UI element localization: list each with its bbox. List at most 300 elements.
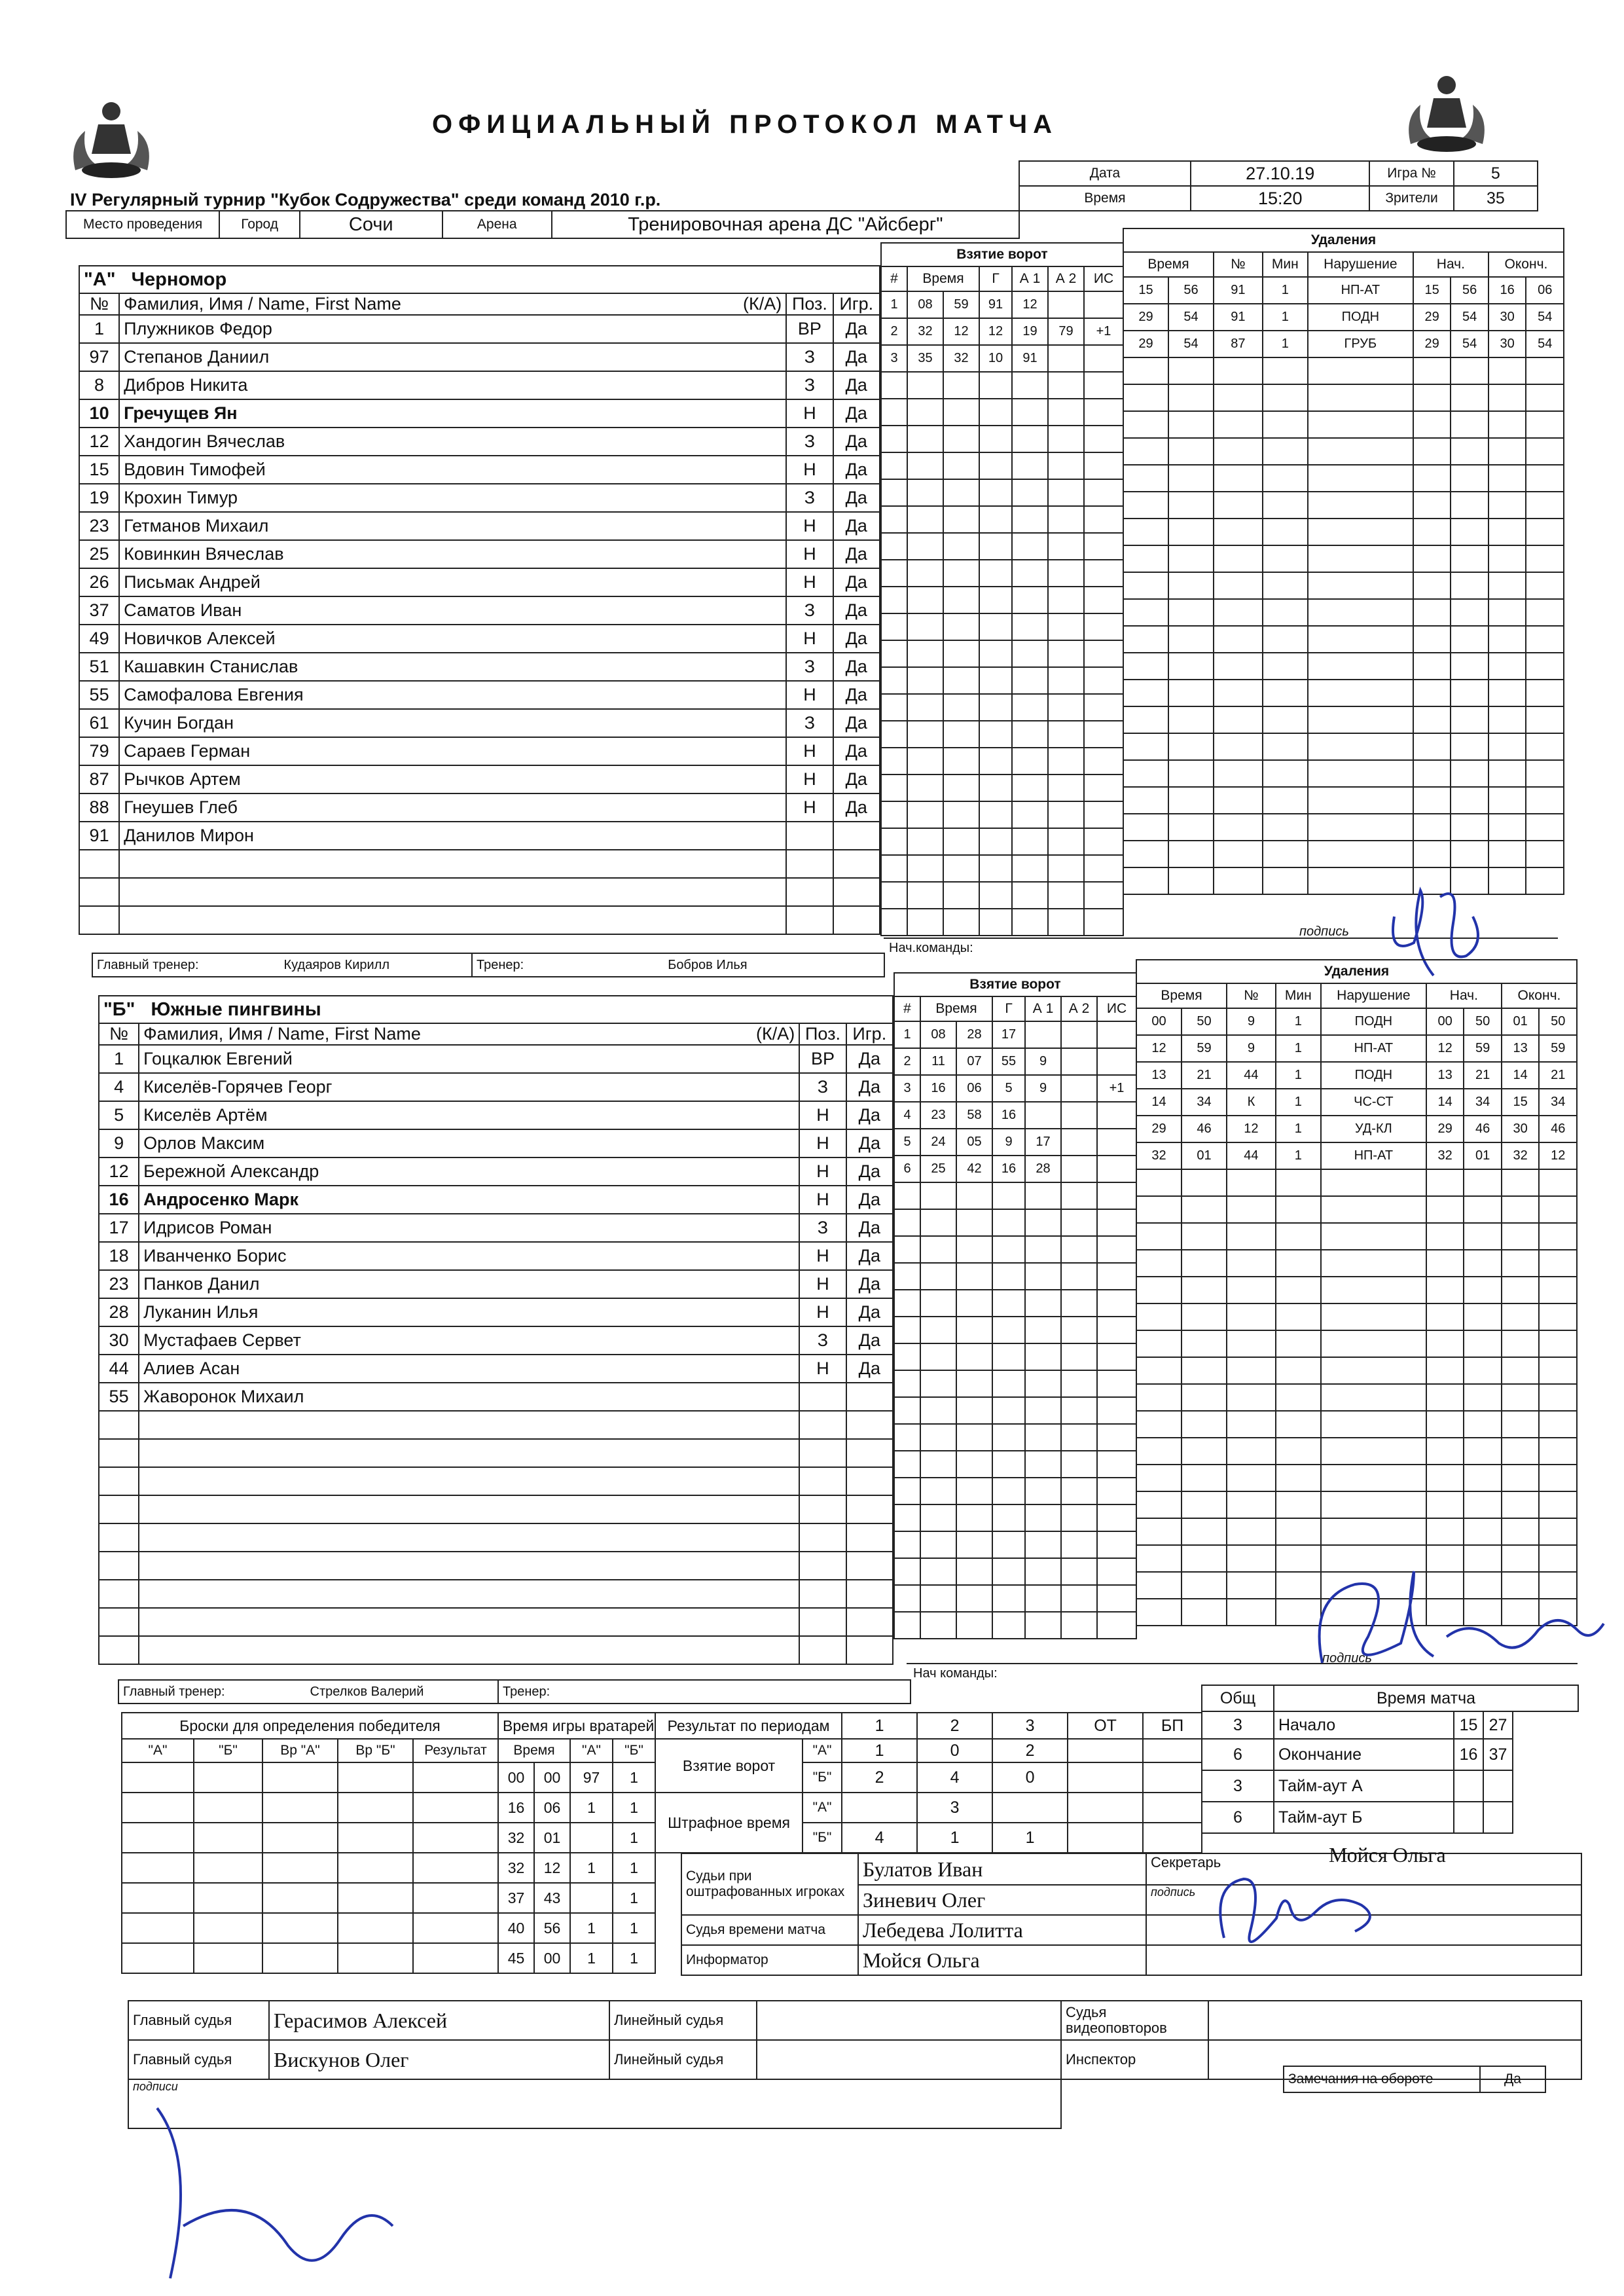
team-b-penalty-row <box>1136 1116 1577 1142</box>
team-b-goal-row <box>894 1075 1136 1102</box>
period-team-label: "А" <box>803 1793 842 1823</box>
goalie-second: 12 <box>534 1853 570 1883</box>
goal-situation <box>1097 1504 1136 1531</box>
penalty-second <box>1168 867 1214 894</box>
goal-minute: 32 <box>907 318 943 345</box>
team-a-penalty-row <box>1123 384 1564 411</box>
penalty-end-minute: 15 <box>1502 1089 1540 1116</box>
penalty-player: К <box>1227 1089 1276 1116</box>
player-name: Алиев Асан <box>139 1355 799 1383</box>
penalty-start-second: 21 <box>1464 1062 1502 1089</box>
total-pim-b: 6 <box>1202 1802 1274 1833</box>
goal-assist-1 <box>1025 1531 1061 1558</box>
goal-assist-1 <box>1012 372 1048 399</box>
penalty-end-minute: 01 <box>1502 1008 1540 1035</box>
goal-second <box>943 774 979 801</box>
goal-scorer <box>979 721 1012 748</box>
team-a-player-row <box>79 315 880 343</box>
col-pos-b: Поз. <box>799 1023 846 1045</box>
goal-number: 2 <box>881 318 907 345</box>
goal-number <box>894 1263 920 1290</box>
penalty-player <box>1227 1518 1276 1545</box>
player-number: 1 <box>99 1045 139 1073</box>
goal-scorer: 91 <box>979 291 1012 318</box>
team-b-player-row <box>99 1214 893 1242</box>
goalie-time-title: Время игры вратарей <box>498 1713 655 1739</box>
team-a-player-row <box>79 568 880 596</box>
match-time: 15:20 <box>1191 186 1369 211</box>
team-b-player-row <box>99 1129 893 1157</box>
goal-scorer <box>992 1424 1025 1451</box>
penalty-minutes: 1 <box>1276 1062 1321 1089</box>
goal-scorer <box>992 1209 1025 1236</box>
penalty-start-minute <box>1426 1303 1464 1330</box>
penalty-second: 54 <box>1168 331 1214 357</box>
penalty-start-second <box>1451 653 1489 680</box>
team-a-penalty-row <box>1123 438 1564 465</box>
team-b-goal-row <box>894 1263 1136 1290</box>
team-a-penalty-row <box>1123 277 1564 304</box>
penalty-player <box>1214 626 1263 653</box>
goal-minute <box>907 399 943 426</box>
game-no-label: Игра № <box>1369 161 1453 186</box>
player-number <box>99 1608 139 1636</box>
goal-situation <box>1084 774 1123 801</box>
shootout-cell <box>194 1943 262 1973</box>
team-b-penalty-row <box>1136 1491 1577 1518</box>
team-b-goal-row <box>894 1236 1136 1263</box>
team-b-player-row <box>99 1242 893 1270</box>
goal-assist-2 <box>1048 748 1084 774</box>
col-play-b: Игр. <box>846 1023 893 1045</box>
team-a-penalty-row <box>1123 492 1564 519</box>
penalty-minute <box>1136 1599 1182 1626</box>
team-a-goal-row <box>881 533 1123 560</box>
goal-number <box>894 1343 920 1370</box>
goal-assist-1 <box>1025 1370 1061 1397</box>
penalty-minutes: 1 <box>1276 1035 1321 1062</box>
team-a-player-row <box>79 793 880 822</box>
penalty-end-second <box>1526 706 1564 733</box>
penalty-minute: 00 <box>1136 1008 1182 1035</box>
penalty-minute <box>1136 1438 1182 1465</box>
penalty-end-second <box>1539 1384 1577 1411</box>
goal-number <box>894 1504 920 1531</box>
penalty-player <box>1214 357 1263 384</box>
start-hour: 15 <box>1454 1711 1483 1739</box>
penalty-judge-1: Булатов Иван <box>858 1853 1146 1885</box>
team-b-player-row <box>99 1157 893 1186</box>
spectators-count: 35 <box>1454 186 1538 211</box>
goal-second <box>943 667 979 694</box>
team-a-goal-row <box>881 345 1123 372</box>
penalty-second <box>1182 1250 1227 1277</box>
goalie-b: 1 <box>613 1883 655 1913</box>
remarks-value: Да <box>1480 2066 1545 2092</box>
goal-second <box>956 1612 992 1639</box>
penalty-player <box>1227 1384 1276 1411</box>
goal-situation <box>1097 1397 1136 1424</box>
penalty-minute <box>1136 1330 1182 1357</box>
col-name-b: Фамилия, Имя / Name, First Name (К/А) <box>139 1023 799 1045</box>
penalty-second <box>1168 814 1214 841</box>
penalty-minutes <box>1263 599 1308 626</box>
goal-number <box>881 479 907 506</box>
penalty-start-minute <box>1413 572 1451 599</box>
player-played: Да <box>833 371 880 399</box>
arena-label: Арена <box>442 211 552 238</box>
g-time-a: Время <box>907 266 979 291</box>
penalty-player <box>1227 1357 1276 1384</box>
team-b-penalty-row <box>1136 1169 1577 1196</box>
penalty-violation <box>1321 1438 1426 1465</box>
goal-number <box>881 372 907 399</box>
goal-second <box>943 613 979 640</box>
goal-assist-1 <box>1012 801 1048 828</box>
penalty-player <box>1227 1465 1276 1491</box>
goalie-second: 43 <box>534 1883 570 1913</box>
penalty-start-second: 50 <box>1464 1008 1502 1035</box>
penalty-minute <box>1136 1572 1182 1599</box>
goal-scorer <box>979 828 1012 855</box>
linesman-1-label: Линейный судья <box>609 2001 757 2040</box>
team-b-goal-row <box>894 1317 1136 1343</box>
penalty-minutes <box>1263 572 1308 599</box>
goal-minute <box>907 560 943 587</box>
goal-assist-1 <box>1012 452 1048 479</box>
penalty-second <box>1168 492 1214 519</box>
penalty-player <box>1214 572 1263 599</box>
penalty-end-second: 59 <box>1539 1035 1577 1062</box>
penalty-start-second <box>1464 1384 1502 1411</box>
player-position: Н <box>786 399 833 428</box>
penalty-minute <box>1123 492 1168 519</box>
player-played: Да <box>833 568 880 596</box>
player-played: Да <box>846 1242 893 1270</box>
goalie-b: 1 <box>613 1793 655 1823</box>
goal-second <box>943 801 979 828</box>
player-played <box>846 1495 893 1523</box>
player-played: Да <box>846 1214 893 1242</box>
team-a-coach: Тренер: Бобров Илья <box>472 953 884 977</box>
goal-assist-1 <box>1025 1451 1061 1478</box>
penalty-player <box>1227 1572 1276 1599</box>
player-number: 5 <box>99 1101 139 1129</box>
penalty-player <box>1214 519 1263 545</box>
penalty-violation <box>1321 1169 1426 1196</box>
player-played: Да <box>846 1298 893 1326</box>
team-b-penalty-row <box>1136 1330 1577 1357</box>
goalie-minute: 32 <box>498 1853 534 1883</box>
match-time-table <box>1201 1685 1579 1834</box>
team-a-penalty-row <box>1123 760 1564 787</box>
start-minute: 27 <box>1483 1711 1513 1739</box>
goal-assist-2 <box>1048 479 1084 506</box>
player-position: Н <box>786 456 833 484</box>
goal-situation <box>1097 1263 1136 1290</box>
g-is-a: ИС <box>1084 266 1123 291</box>
team-a-goal-row <box>881 721 1123 748</box>
shootout-cell <box>262 1793 338 1823</box>
goal-situation <box>1084 426 1123 452</box>
player-number: 26 <box>79 568 119 596</box>
referee-1-label: Главный судья <box>128 2001 269 2040</box>
goal-number <box>894 1290 920 1317</box>
penalty-minutes <box>1263 492 1308 519</box>
shootout-cell <box>413 1943 498 1973</box>
goal-second: 05 <box>956 1129 992 1156</box>
penalty-second <box>1168 787 1214 814</box>
player-position: Н <box>786 568 833 596</box>
shootout-cell <box>338 1913 413 1943</box>
penalty-violation <box>1308 519 1413 545</box>
penalty-start-minute: 29 <box>1413 331 1451 357</box>
goal-second <box>956 1504 992 1531</box>
page-title: ОФИЦИАЛЬНЫЙ ПРОТОКОЛ МАТЧА <box>432 110 1058 139</box>
date-label: Дата <box>1019 161 1191 186</box>
penalty-start-second <box>1451 841 1489 867</box>
penalty-player <box>1227 1169 1276 1196</box>
shootout-cell <box>413 1913 498 1943</box>
penalty-second <box>1168 411 1214 438</box>
player-number: 91 <box>79 822 119 850</box>
team-b-player-row <box>99 1355 893 1383</box>
penalty-player: 91 <box>1214 304 1263 331</box>
team-b-player-row <box>99 1580 893 1608</box>
goal-second <box>943 506 979 533</box>
shootout-col-header: "Б" <box>194 1739 262 1762</box>
penalty-end-minute <box>1489 787 1526 814</box>
penalty-end-minute <box>1489 680 1526 706</box>
player-played: Да <box>833 737 880 765</box>
referee-2-label: Главный судья <box>128 2040 269 2079</box>
goal-scorer <box>979 694 1012 721</box>
team-a-penalty-row <box>1123 626 1564 653</box>
penalty-violation <box>1308 680 1413 706</box>
player-played: Да <box>833 540 880 568</box>
player-played: Да <box>846 1101 893 1129</box>
team-b-player-row <box>99 1523 893 1552</box>
penalty-player <box>1214 680 1263 706</box>
team-a-goal-row <box>881 694 1123 721</box>
goal-scorer <box>979 774 1012 801</box>
player-played: Да <box>833 765 880 793</box>
goalie-minute: 16 <box>498 1793 534 1823</box>
player-played: Да <box>846 1045 893 1073</box>
penalty-end-minute <box>1489 545 1526 572</box>
team-a-goal-row <box>881 587 1123 613</box>
team-a-player-list <box>79 315 880 934</box>
goal-scorer: 17 <box>992 1021 1025 1048</box>
goal-situation <box>1097 1156 1136 1182</box>
penalty-minute <box>1123 841 1168 867</box>
player-name: Самофалова Евгения <box>119 681 786 709</box>
penalty-end-second <box>1539 1357 1577 1384</box>
player-played: Да <box>846 1270 893 1298</box>
remarks-table <box>1283 2066 1546 2093</box>
penalty-end-second: 54 <box>1526 331 1564 357</box>
shootout-cell <box>262 1823 338 1853</box>
player-number <box>99 1495 139 1523</box>
p-time-a: Время <box>1123 252 1214 277</box>
shootout-cell <box>338 1762 413 1793</box>
penalty-start-second <box>1451 706 1489 733</box>
goal-minute <box>907 694 943 721</box>
player-position <box>799 1580 846 1608</box>
goal-scorer <box>979 748 1012 774</box>
penalty-player <box>1214 545 1263 572</box>
penalty-start-minute <box>1413 814 1451 841</box>
goal-minute: 08 <box>920 1021 956 1048</box>
penalty-second: 34 <box>1182 1089 1227 1116</box>
g-goal-a: Г <box>979 266 1012 291</box>
player-position: Н <box>799 1186 846 1214</box>
player-name: Сараев Герман <box>119 737 786 765</box>
goal-assist-1 <box>1025 1478 1061 1504</box>
penalty-minute <box>1136 1357 1182 1384</box>
goal-scorer: 55 <box>992 1048 1025 1075</box>
goal-situation <box>1097 1531 1136 1558</box>
penalty-end-minute <box>1502 1196 1540 1223</box>
penalty-start-second: 59 <box>1464 1035 1502 1062</box>
goal-situation: +1 <box>1097 1075 1136 1102</box>
period-value <box>1068 1762 1143 1793</box>
periods-title: Результат по периодам <box>655 1713 842 1739</box>
penalty-second <box>1182 1223 1227 1250</box>
p-end-a: Оконч. <box>1489 252 1564 277</box>
penalty-end-minute: 14 <box>1502 1062 1540 1089</box>
team-a-player-row <box>79 371 880 399</box>
goal-assist-2 <box>1061 1075 1097 1102</box>
shootout-cell <box>413 1853 498 1883</box>
penalty-player <box>1227 1303 1276 1330</box>
goal-minute: 16 <box>920 1075 956 1102</box>
penalty-player <box>1214 706 1263 733</box>
penalty-start-second <box>1451 411 1489 438</box>
penalty-end-minute <box>1502 1169 1540 1196</box>
penalty-violation <box>1321 1330 1426 1357</box>
penalty-second <box>1182 1438 1227 1465</box>
penalty-end-minute: 16 <box>1489 277 1526 304</box>
shootout-title: Броски для определения победителя <box>122 1713 498 1739</box>
goal-minute <box>920 1504 956 1531</box>
penalty-second: 01 <box>1182 1142 1227 1169</box>
penalty-violation <box>1308 465 1413 492</box>
team-a-goal-row <box>881 667 1123 694</box>
penalty-player <box>1227 1223 1276 1250</box>
goal-situation <box>1097 1182 1136 1209</box>
penalty-second <box>1182 1465 1227 1491</box>
player-name <box>139 1411 799 1439</box>
penalty-minute <box>1123 706 1168 733</box>
goal-assist-1: 9 <box>1025 1075 1061 1102</box>
player-name: Иванченко Борис <box>139 1242 799 1270</box>
penalty-minutes <box>1263 626 1308 653</box>
penalty-minutes <box>1276 1277 1321 1303</box>
period-3-col: 3 <box>992 1713 1068 1739</box>
penalty-minute <box>1123 519 1168 545</box>
goalie-a: 1 <box>570 1853 613 1883</box>
team-b-penalty-row <box>1136 1223 1577 1250</box>
team-a-penalty-row <box>1123 599 1564 626</box>
penalty-violation: НП-АТ <box>1321 1035 1426 1062</box>
goal-assist-2 <box>1048 291 1084 318</box>
shootout-cell <box>194 1883 262 1913</box>
player-position: З <box>786 596 833 625</box>
player-name: Новичков Алексей <box>119 625 786 653</box>
goal-scorer <box>979 855 1012 882</box>
penalty-start-minute: 29 <box>1413 304 1451 331</box>
penalty-end-minute <box>1489 706 1526 733</box>
city-label: Город <box>219 211 300 238</box>
player-position: З <box>799 1214 846 1242</box>
goal-situation <box>1084 452 1123 479</box>
goal-minute <box>920 1263 956 1290</box>
penalty-minute <box>1136 1169 1182 1196</box>
player-number <box>79 878 119 906</box>
penalty-minute <box>1123 814 1168 841</box>
goal-minute <box>920 1343 956 1370</box>
penalty-minutes <box>1263 733 1308 760</box>
player-number: 8 <box>79 371 119 399</box>
penalty-end-minute <box>1489 438 1526 465</box>
goal-assist-2 <box>1048 345 1084 372</box>
team-a-goal-row <box>881 801 1123 828</box>
penalty-end-minute: 13 <box>1502 1035 1540 1062</box>
penalty-end-second <box>1539 1330 1577 1357</box>
shootout-col-header: Вр "Б" <box>338 1739 413 1762</box>
penalty-start-minute <box>1413 519 1451 545</box>
player-name: Вдовин Тимофей <box>119 456 786 484</box>
shootout-cell <box>338 1823 413 1853</box>
penalty-violation <box>1321 1223 1426 1250</box>
penalty-violation <box>1321 1518 1426 1545</box>
goal-second <box>956 1290 992 1317</box>
player-name: Гнеушев Глеб <box>119 793 786 822</box>
goal-situation <box>1097 1343 1136 1370</box>
player-position: З <box>786 371 833 399</box>
goal-minute <box>907 909 943 936</box>
shootout-cell <box>122 1913 194 1943</box>
penalty-minutes <box>1263 787 1308 814</box>
penalty-player <box>1214 733 1263 760</box>
team-a-player-row <box>79 653 880 681</box>
shootout-cell <box>122 1793 194 1823</box>
penalty-start-minute <box>1413 384 1451 411</box>
linesman-2-label: Линейный судья <box>609 2040 757 2079</box>
penalty-minute <box>1123 545 1168 572</box>
team-a-player-row <box>79 428 880 456</box>
goal-situation <box>1097 1451 1136 1478</box>
penalty-player <box>1214 841 1263 867</box>
goalie-b: 1 <box>613 1913 655 1943</box>
player-position: Н <box>799 1129 846 1157</box>
penalty-second <box>1168 545 1214 572</box>
total-goals-b: 6 <box>1202 1739 1274 1770</box>
p-time-b: Время <box>1136 983 1227 1008</box>
penalty-judge-2: Зиневич Олег <box>858 1885 1146 1915</box>
goal-number: 4 <box>894 1102 920 1129</box>
col-no-b: № <box>99 1023 139 1045</box>
penalty-second <box>1182 1491 1227 1518</box>
period-value: 4 <box>917 1762 992 1793</box>
player-name <box>139 1439 799 1467</box>
penalty-violation: ПОДН <box>1308 304 1413 331</box>
p-no-b: № <box>1227 983 1276 1008</box>
penalty-violation: НП-АТ <box>1321 1142 1426 1169</box>
goal-minute <box>920 1397 956 1424</box>
team-a-goal-row <box>881 426 1123 452</box>
